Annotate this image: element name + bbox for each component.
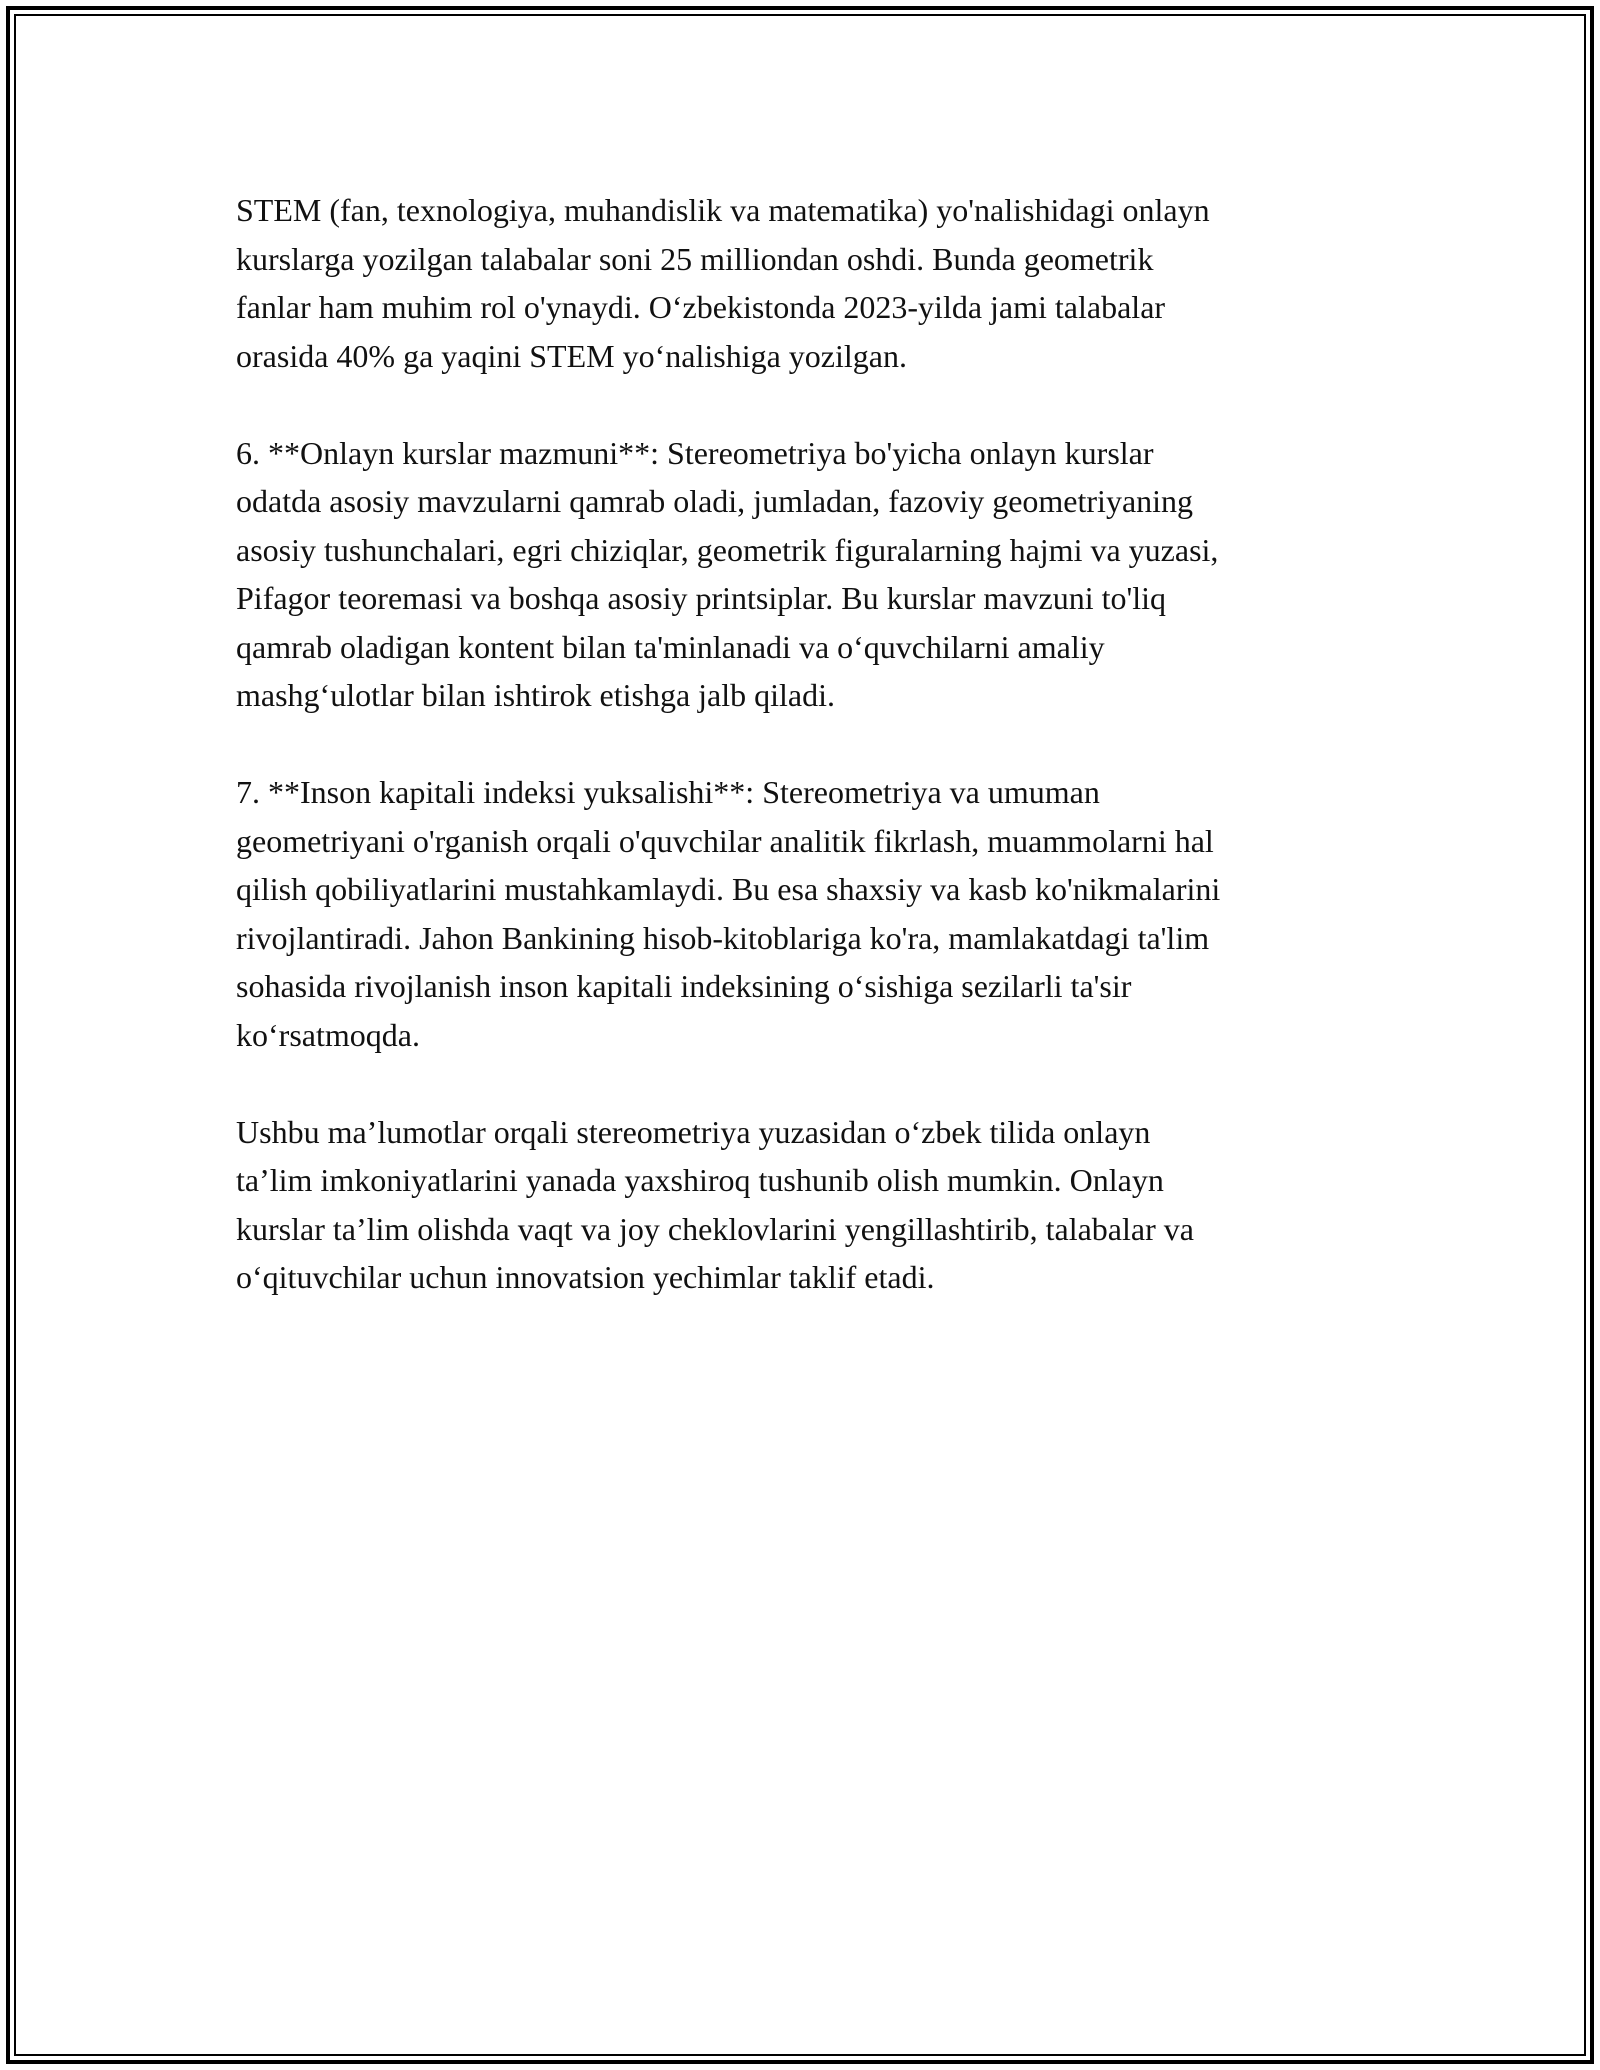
- text-line: ko‘rsatmoqda.: [236, 1016, 420, 1053]
- text-line: Pifagor teoremasi va boshqa asosiy printsiplar. Bu kurslar mavzuni to'liq: [236, 580, 1167, 616]
- text-line: sohasida rivojlanish inson kapitali indeksining o‘sishiga sezilarli ta'sir: [236, 968, 1132, 1004]
- paragraph-conclusion: [236, 1108, 1376, 1302]
- text-line: orasida 40% ga yaqini STEM yo‘nalishiga yozilgan.: [236, 337, 907, 374]
- text-line: asosiy tushunchalari, egri chiziqlar, geometrik figuralarning hajmi va yuzasi,: [236, 531, 1219, 568]
- paragraph-course-content: [236, 429, 1376, 720]
- text-line: fanlar ham muhim rol o'ynaydi. O‘zbekistonda 2023-yilda jami talabalar: [236, 289, 1166, 325]
- paragraph-human-capital: [236, 768, 1376, 1059]
- text-line: mashg‘ulotlar bilan ishtirok etishga jalb qiladi.: [236, 677, 835, 713]
- text-line: kurslarga yozilgan talabalar soni 25 milliondan oshdi. Bunda geometrik: [236, 240, 1154, 277]
- text-line: 6. **Onlayn kurslar mazmuni**: Stereometriya bo'yicha onlayn kurslar: [236, 434, 1154, 471]
- text-line: STEM (fan, texnologiya, muhandislik va matematika) yo'nalishidagi onlayn: [236, 192, 1210, 228]
- text-line: qilish qobiliyatlarini mustahkamlaydi. Bu esa shaxsiy va kasb ko'nikmalarini: [236, 871, 1221, 907]
- text-line: 7. **Inson kapitali indeksi yuksalishi**: Stereometriya va umuman: [236, 774, 1100, 810]
- text-line: Ushbu ma’lumotlar orqali stereometriya yuzasidan o‘zbek tilida onlayn: [236, 1113, 1151, 1150]
- text-line: rivojlantiradi. Jahon Bankining hisob-kitoblariga ko'ra, mamlakatdagi ta'lim: [236, 919, 1210, 956]
- document-body: [236, 186, 1376, 1350]
- text-line: geometriyani o'rganish orqali o'quvchilar analitik fikrlash, muammolarni hal: [236, 822, 1214, 859]
- text-line: ta’lim imkoniyatlarini yanada yaxshiroq tushunib olish mumkin. Onlayn: [236, 1162, 1164, 1198]
- text-line: odatda asosiy mavzularni qamrab oladi, jumladan, fazoviy geometriyaning: [236, 483, 1194, 519]
- text-line: o‘qituvchilar uchun innovatsion yechimlar taklif etadi.: [236, 1259, 935, 1295]
- text-line: kurslar ta’lim olishda vaqt va joy cheklovlarini yengillashtirib, talabalar va: [236, 1210, 1194, 1247]
- paragraph-stem-enrollment: [236, 186, 1376, 380]
- text-line: qamrab oladigan kontent bilan ta'minlanadi va o‘quvchilarni amaliy: [236, 628, 1105, 665]
